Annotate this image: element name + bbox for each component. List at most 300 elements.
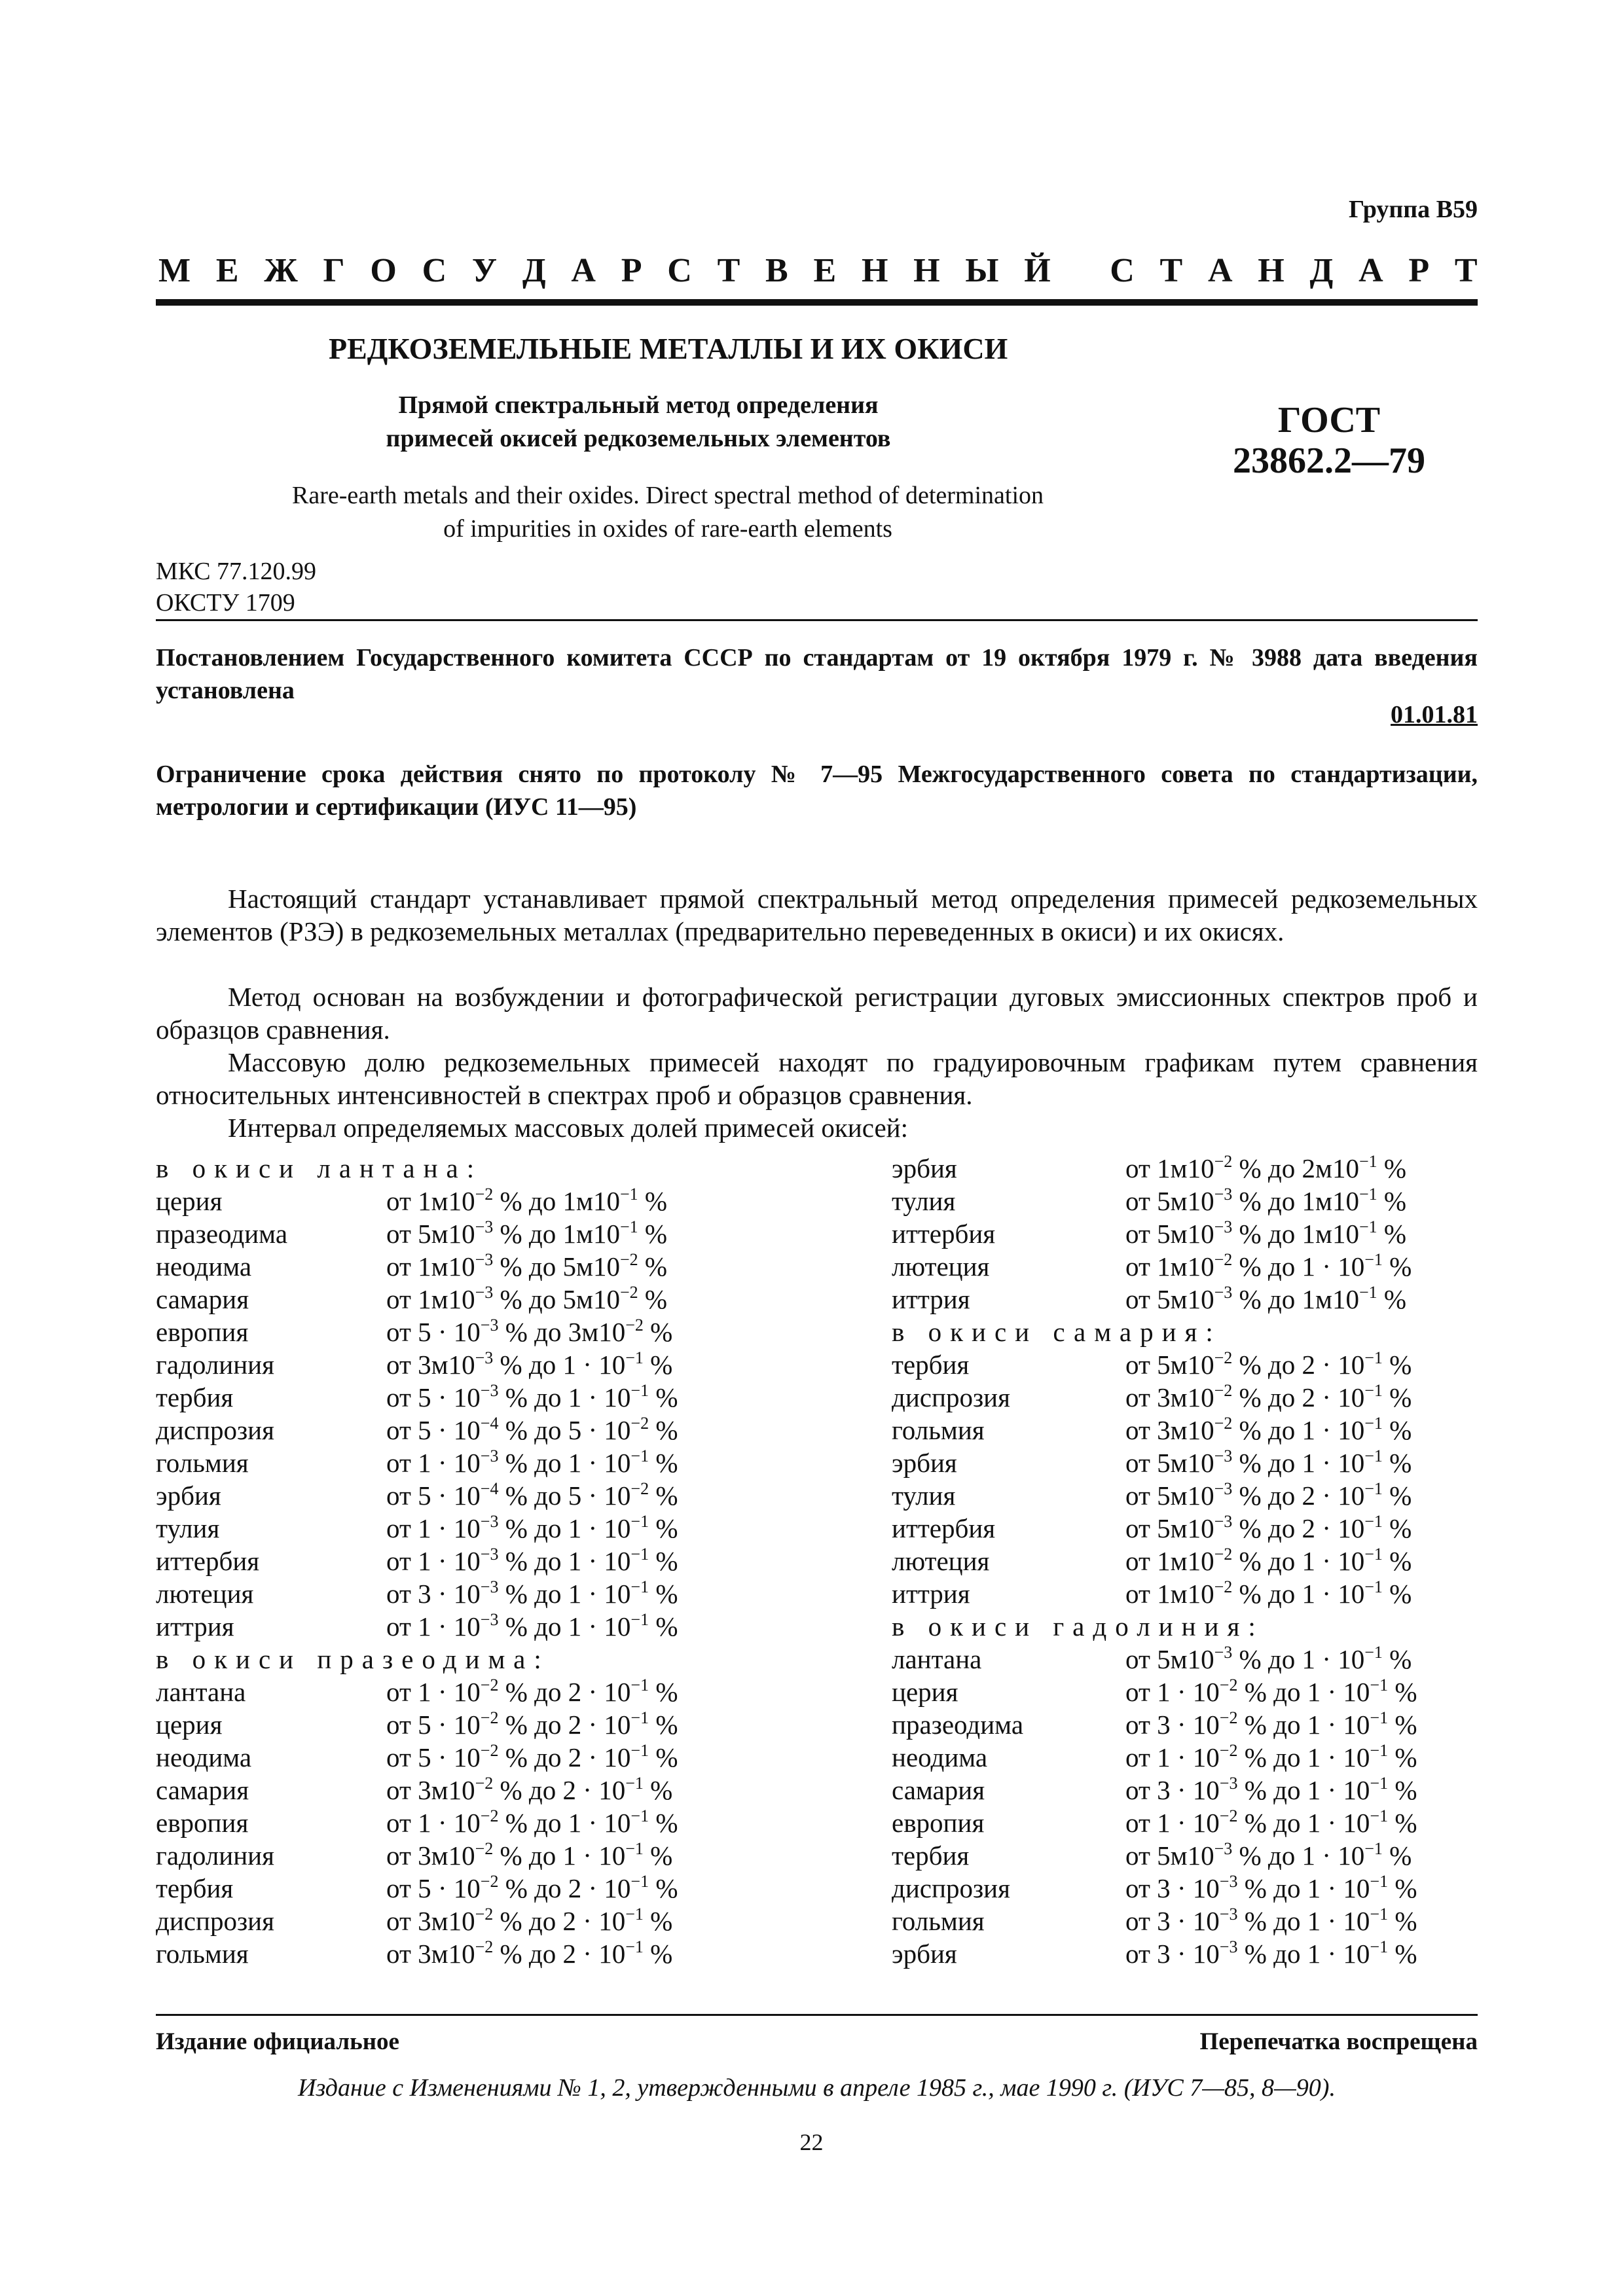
from-word: от	[386, 1513, 418, 1543]
subtitle-line-2: примесей окисей редкоземельных элементов	[386, 425, 891, 453]
from-value: 1м10	[1157, 1251, 1214, 1282]
element-name: европия	[892, 1808, 985, 1838]
range-row	[892, 1774, 1468, 1806]
range-value	[1125, 1545, 1412, 1577]
english-title	[196, 479, 1139, 545]
from-value: 5м10	[1157, 1350, 1214, 1380]
percent: %	[1395, 1677, 1417, 1707]
percent: %	[1239, 1546, 1262, 1576]
to-word: до	[1267, 1415, 1296, 1445]
to-value: 5 · 10	[568, 1480, 631, 1511]
range-row	[892, 1446, 1468, 1479]
banner-letter: Т	[1159, 251, 1183, 289]
element-name: лютеция	[156, 1579, 254, 1609]
from-exponent: −3	[1214, 1283, 1233, 1302]
banner-letter: Р	[1408, 251, 1430, 289]
percent: %	[500, 1251, 522, 1282]
range-value	[386, 1217, 667, 1250]
from-word: от	[386, 1873, 418, 1903]
to-exponent: −1	[630, 1381, 649, 1400]
range-value	[1125, 1250, 1412, 1283]
percent: %	[650, 1775, 673, 1805]
element-name: эрбия	[156, 1480, 221, 1511]
to-value: 1 · 10	[1302, 1840, 1365, 1871]
percent: %	[1244, 1677, 1267, 1707]
from-word: от	[1125, 1840, 1158, 1871]
percent: %	[655, 1710, 678, 1740]
from-value: 1м10	[418, 1251, 475, 1282]
element-name: тербия	[892, 1350, 970, 1380]
to-value: 3м10	[568, 1317, 626, 1347]
element-name: лантана	[156, 1677, 246, 1707]
range-row	[892, 1708, 1468, 1741]
percent: %	[500, 1186, 522, 1216]
from-word: от	[386, 1448, 418, 1478]
to-exponent: −1	[1370, 1872, 1389, 1891]
banner-letter: Й	[1024, 251, 1051, 289]
from-value: 3м10	[418, 1840, 475, 1871]
to-word: до	[1267, 1546, 1296, 1576]
range-value	[386, 1381, 678, 1414]
percent: %	[505, 1546, 528, 1576]
range-row	[156, 1806, 778, 1839]
from-word: от	[386, 1251, 418, 1282]
oxide-group-header: в окиси самария:	[892, 1317, 1222, 1347]
percent: %	[1239, 1219, 1262, 1249]
percent: %	[655, 1579, 678, 1609]
from-value: 1м10	[1157, 1579, 1214, 1609]
gost-label: ГОСТ	[1277, 400, 1381, 440]
percent: %	[1383, 1153, 1407, 1183]
to-exponent: −1	[1364, 1348, 1383, 1367]
from-word: от	[1125, 1939, 1158, 1969]
element-name: гольмия	[156, 1448, 249, 1478]
to-exponent: −1	[630, 1872, 649, 1891]
percent: %	[655, 1873, 678, 1903]
from-exponent: −3	[480, 1512, 499, 1531]
to-exponent: −1	[1359, 1152, 1377, 1171]
range-value	[386, 1316, 672, 1348]
to-word: до	[534, 1808, 562, 1838]
percent: %	[1239, 1415, 1262, 1445]
from-value: 3м10	[418, 1775, 475, 1805]
from-exponent: −3	[480, 1610, 499, 1629]
from-exponent: −2	[480, 1806, 499, 1825]
percent: %	[655, 1480, 678, 1511]
from-word: от	[386, 1284, 418, 1314]
from-value: 5 · 10	[418, 1873, 481, 1903]
percent: %	[1239, 1251, 1262, 1282]
range-value	[386, 1185, 667, 1217]
percent: %	[500, 1284, 522, 1314]
percent: %	[1239, 1448, 1262, 1478]
percent: %	[500, 1840, 522, 1871]
banner-letter: М	[158, 251, 191, 289]
range-value	[386, 1610, 678, 1643]
to-exponent: −1	[630, 1545, 649, 1564]
to-exponent: −1	[1370, 1676, 1389, 1695]
header-rule	[156, 299, 1478, 306]
from-exponent: −2	[475, 1774, 494, 1793]
element-name: тербия	[156, 1873, 234, 1903]
from-exponent: −2	[475, 1185, 494, 1204]
percent: %	[1395, 1742, 1417, 1772]
percent: %	[505, 1710, 528, 1740]
to-exponent: −1	[1370, 1774, 1389, 1793]
banner-letter: Г	[323, 251, 345, 289]
from-exponent: −2	[480, 1872, 499, 1891]
element-name: тулия	[892, 1480, 956, 1511]
to-word: до	[534, 1480, 562, 1511]
range-row	[892, 1185, 1468, 1217]
range-value	[386, 1414, 678, 1446]
element-name: иттербия	[156, 1546, 260, 1576]
percent: %	[655, 1546, 678, 1576]
from-exponent: −3	[480, 1381, 499, 1400]
range-value	[1125, 1937, 1417, 1970]
percent: %	[655, 1513, 678, 1543]
percent: %	[1239, 1579, 1262, 1609]
banner-letter: Н	[861, 251, 888, 289]
from-word: от	[386, 1775, 418, 1805]
to-word: до	[528, 1284, 556, 1314]
to-exponent: −1	[630, 1676, 649, 1695]
to-value: 5 · 10	[568, 1415, 631, 1445]
from-value: 3м10	[1157, 1415, 1214, 1445]
from-value: 3 · 10	[418, 1579, 481, 1609]
from-word: от	[1125, 1546, 1158, 1576]
to-word: до	[1267, 1186, 1296, 1216]
group-code: Группа В59	[1348, 196, 1478, 223]
to-value: 2м10	[1302, 1153, 1359, 1183]
from-value: 3 · 10	[1157, 1906, 1220, 1936]
to-word: до	[1267, 1644, 1296, 1674]
to-exponent: −1	[625, 1905, 644, 1924]
range-value	[1125, 1872, 1417, 1905]
to-value: 1 · 10	[1307, 1677, 1370, 1707]
from-exponent: −4	[480, 1414, 499, 1433]
to-exponent: −1	[1370, 1741, 1389, 1760]
element-name: церия	[156, 1710, 223, 1740]
classification-codes	[156, 556, 316, 619]
to-exponent: −1	[1370, 1806, 1389, 1825]
to-exponent: −1	[1364, 1381, 1383, 1400]
section-rule	[156, 619, 1478, 621]
from-exponent: −2	[1214, 1545, 1233, 1564]
from-exponent: −2	[1219, 1676, 1238, 1695]
decree-text: Постановлением Государственного комитета СССР по стандартам от 19 октября 1979 г. № 3988 дата введения установлена	[156, 644, 1478, 705]
range-value	[1125, 1381, 1412, 1414]
banner-letter	[1076, 251, 1084, 290]
to-word: до	[534, 1579, 562, 1609]
element-name: лантана	[892, 1644, 982, 1674]
range-row	[156, 1676, 778, 1708]
from-value: 3 · 10	[1157, 1939, 1220, 1969]
from-exponent: −2	[475, 1937, 494, 1956]
to-exponent: −1	[620, 1217, 638, 1236]
range-value	[386, 1839, 672, 1872]
to-word: до	[534, 1677, 562, 1707]
range-row	[156, 1512, 778, 1545]
to-exponent: −2	[620, 1250, 638, 1269]
range-row	[156, 1446, 778, 1479]
from-word: от	[386, 1710, 418, 1740]
percent: %	[500, 1775, 522, 1805]
percent: %	[1239, 1382, 1262, 1412]
percent: %	[1244, 1939, 1267, 1969]
from-value: 3 · 10	[1157, 1873, 1220, 1903]
to-word: до	[1267, 1480, 1296, 1511]
banner-letter: У	[471, 251, 498, 289]
to-word: до	[1267, 1219, 1296, 1249]
mks-code: МКС 77.120.99	[156, 558, 317, 585]
gost-number: 23862.2—79	[1233, 440, 1425, 481]
element-name: лютеция	[892, 1251, 990, 1282]
range-value	[386, 1446, 678, 1479]
percent: %	[644, 1284, 668, 1314]
percent: %	[505, 1513, 528, 1543]
to-exponent: −1	[620, 1185, 638, 1204]
range-row	[892, 1905, 1468, 1937]
range-row	[892, 1283, 1468, 1316]
to-word: до	[534, 1710, 562, 1740]
from-value: 5м10	[1157, 1186, 1214, 1216]
from-word: от	[386, 1186, 418, 1216]
range-value	[1125, 1512, 1412, 1545]
from-word: от	[1125, 1579, 1158, 1609]
from-word: от	[386, 1415, 418, 1445]
from-exponent: −3	[1214, 1479, 1233, 1498]
range-value	[1125, 1414, 1412, 1446]
range-row	[892, 1381, 1468, 1414]
to-value: 1 · 10	[1307, 1939, 1370, 1969]
range-row	[892, 1643, 1468, 1676]
to-exponent: −1	[1364, 1446, 1383, 1465]
from-exponent: −3	[1219, 1774, 1238, 1793]
limitation-text: Ограничение срока действия снято по протоколу № 7—95 Межгосударственного совета по стандартизации, метрологии и сертификации (ИУС 11—95)	[156, 761, 1478, 821]
from-value: 1 · 10	[418, 1808, 481, 1838]
from-value: 5м10	[1157, 1513, 1214, 1543]
from-word: от	[1125, 1644, 1158, 1674]
range-row	[156, 1348, 778, 1381]
range-value	[386, 1676, 678, 1708]
element-name: иттрия	[156, 1611, 234, 1641]
banner-letter: С	[422, 251, 447, 289]
to-exponent: −1	[625, 1348, 644, 1367]
to-value: 1 · 10	[1307, 1808, 1370, 1838]
from-exponent: −3	[1214, 1185, 1233, 1204]
oxide-group-header: в окиси гадолиния:	[892, 1611, 1264, 1641]
percent: %	[1239, 1186, 1262, 1216]
percent: %	[1389, 1513, 1412, 1543]
range-value	[1125, 1577, 1412, 1610]
range-value	[386, 1806, 678, 1839]
to-word: до	[534, 1448, 562, 1478]
percent: %	[1395, 1939, 1417, 1969]
element-name: диспрозия	[156, 1906, 274, 1936]
banner-letter: О	[370, 251, 397, 289]
from-word: от	[1125, 1219, 1158, 1249]
banner-letter: Е	[215, 251, 239, 289]
range-row	[156, 1741, 778, 1774]
from-word: от	[1125, 1742, 1158, 1772]
banner-letter: А	[571, 251, 596, 289]
percent: %	[1239, 1840, 1262, 1871]
range-row	[892, 1577, 1468, 1610]
from-value: 5 · 10	[418, 1710, 481, 1740]
to-word: до	[1273, 1742, 1301, 1772]
element-name: самария	[892, 1775, 985, 1805]
to-value: 1м10	[1302, 1219, 1359, 1249]
to-value: 1 · 10	[568, 1382, 631, 1412]
percent: %	[1239, 1513, 1262, 1543]
range-row	[156, 1872, 778, 1905]
range-row	[892, 1839, 1468, 1872]
range-value	[1125, 1185, 1406, 1217]
to-value: 1м10	[562, 1186, 620, 1216]
to-value: 2 · 10	[568, 1677, 631, 1707]
from-exponent: −2	[1219, 1806, 1238, 1825]
percent: %	[505, 1611, 528, 1641]
percent: %	[1395, 1808, 1417, 1838]
range-value	[1125, 1774, 1417, 1806]
from-value: 5м10	[1157, 1284, 1214, 1314]
from-exponent: −2	[1214, 1152, 1233, 1171]
range-row	[156, 1937, 778, 1970]
range-row	[156, 1610, 778, 1643]
range-value	[386, 1937, 672, 1970]
percent: %	[655, 1448, 678, 1478]
from-value: 3м10	[418, 1350, 475, 1380]
range-row	[156, 1185, 778, 1217]
element-name: европия	[156, 1317, 249, 1347]
to-word: до	[1267, 1448, 1296, 1478]
element-name: гадолиния	[156, 1350, 274, 1380]
element-name: самария	[156, 1284, 249, 1314]
element-name: неодима	[156, 1742, 252, 1772]
from-word: от	[386, 1939, 418, 1969]
range-value	[1125, 1446, 1412, 1479]
percent: %	[655, 1415, 678, 1445]
element-name: гадолиния	[156, 1840, 274, 1871]
percent: %	[1389, 1840, 1412, 1871]
range-value	[1125, 1839, 1412, 1872]
to-exponent: −1	[630, 1577, 649, 1596]
from-exponent: −2	[475, 1839, 494, 1858]
percent: %	[655, 1808, 678, 1838]
range-row	[156, 1414, 778, 1446]
to-word: до	[1273, 1775, 1301, 1805]
from-word: от	[1125, 1677, 1158, 1707]
to-exponent: −1	[1370, 1708, 1389, 1727]
to-word: до	[528, 1775, 556, 1805]
to-value: 1 · 10	[1307, 1873, 1370, 1903]
from-value: 3м10	[418, 1906, 475, 1936]
element-name: иттербия	[892, 1513, 996, 1543]
from-value: 5 · 10	[418, 1480, 481, 1511]
from-word: от	[386, 1906, 418, 1936]
edition-note: Издание с Изменениями № 1, 2, утвержденными в апреле 1985 г., мае 1990 г. (ИУС 7—85, 8—90).	[298, 2074, 1336, 2102]
percent: %	[1389, 1546, 1412, 1576]
from-value: 5м10	[1157, 1480, 1214, 1511]
from-value: 1 · 10	[418, 1611, 481, 1641]
percent: %	[1389, 1350, 1412, 1380]
element-name: церия	[156, 1186, 223, 1216]
percent: %	[505, 1808, 528, 1838]
to-exponent: −1	[630, 1610, 649, 1629]
to-value: 1 · 10	[1302, 1546, 1365, 1576]
from-value: 1 · 10	[1157, 1677, 1220, 1707]
percent: %	[1389, 1448, 1412, 1478]
percent: %	[500, 1939, 522, 1969]
to-exponent: −2	[630, 1479, 649, 1498]
to-exponent: −1	[625, 1774, 644, 1793]
from-value: 1м10	[1157, 1546, 1214, 1576]
from-exponent: −4	[480, 1479, 499, 1498]
range-value	[1125, 1905, 1417, 1937]
percent: %	[505, 1382, 528, 1412]
percent: %	[500, 1219, 522, 1249]
range-value	[386, 1545, 678, 1577]
element-name: тербия	[156, 1382, 234, 1412]
paragraph-measurement: Массовую долю редкоземельных примесей находят по градуировочным графикам путем сравнения относительных интенсивностей в спектрах проб и образцов сравнения.	[156, 1047, 1478, 1110]
to-value: 2 · 10	[562, 1939, 626, 1969]
from-value: 3 · 10	[1157, 1775, 1220, 1805]
from-value: 5м10	[418, 1219, 475, 1249]
banner-letter: В	[765, 251, 788, 289]
from-exponent: −2	[480, 1708, 499, 1727]
from-value: 5 · 10	[418, 1382, 481, 1412]
percent: %	[1395, 1710, 1417, 1740]
gost-designation	[1205, 401, 1453, 481]
banner-letter: Н	[913, 251, 940, 289]
to-word: до	[1267, 1153, 1296, 1183]
to-word: до	[534, 1513, 562, 1543]
percent: %	[505, 1480, 528, 1511]
element-name: гольмия	[892, 1415, 985, 1445]
from-exponent: −2	[1214, 1414, 1233, 1433]
percent: %	[1244, 1808, 1267, 1838]
to-word: до	[1273, 1939, 1301, 1969]
range-value	[386, 1479, 678, 1512]
to-value: 1 · 10	[568, 1448, 631, 1478]
range-row	[892, 1872, 1468, 1905]
from-exponent: −3	[1214, 1512, 1233, 1531]
range-row	[892, 1479, 1468, 1512]
banner-letter: Ы	[965, 251, 999, 289]
range-value	[386, 1283, 667, 1316]
to-value: 2 · 10	[1302, 1513, 1365, 1543]
to-value: 2 · 10	[562, 1775, 626, 1805]
from-exponent: −2	[475, 1905, 494, 1924]
from-word: от	[1125, 1808, 1158, 1838]
to-value: 1 · 10	[568, 1546, 631, 1576]
from-value: 5м10	[1157, 1840, 1214, 1871]
to-value: 1 · 10	[1302, 1415, 1365, 1445]
element-name: гольмия	[892, 1906, 985, 1936]
banner-letter: Т	[1454, 251, 1478, 289]
footer-rule	[156, 2014, 1478, 2016]
to-exponent: −1	[1364, 1414, 1383, 1433]
to-value: 2 · 10	[1302, 1350, 1365, 1380]
to-value: 1м10	[562, 1219, 620, 1249]
element-name: европия	[156, 1808, 249, 1838]
element-name: неодима	[892, 1742, 988, 1772]
interstate-standard-banner	[158, 247, 1478, 293]
from-word: от	[386, 1546, 418, 1576]
percent: %	[1239, 1153, 1262, 1183]
range-row	[156, 1905, 778, 1937]
